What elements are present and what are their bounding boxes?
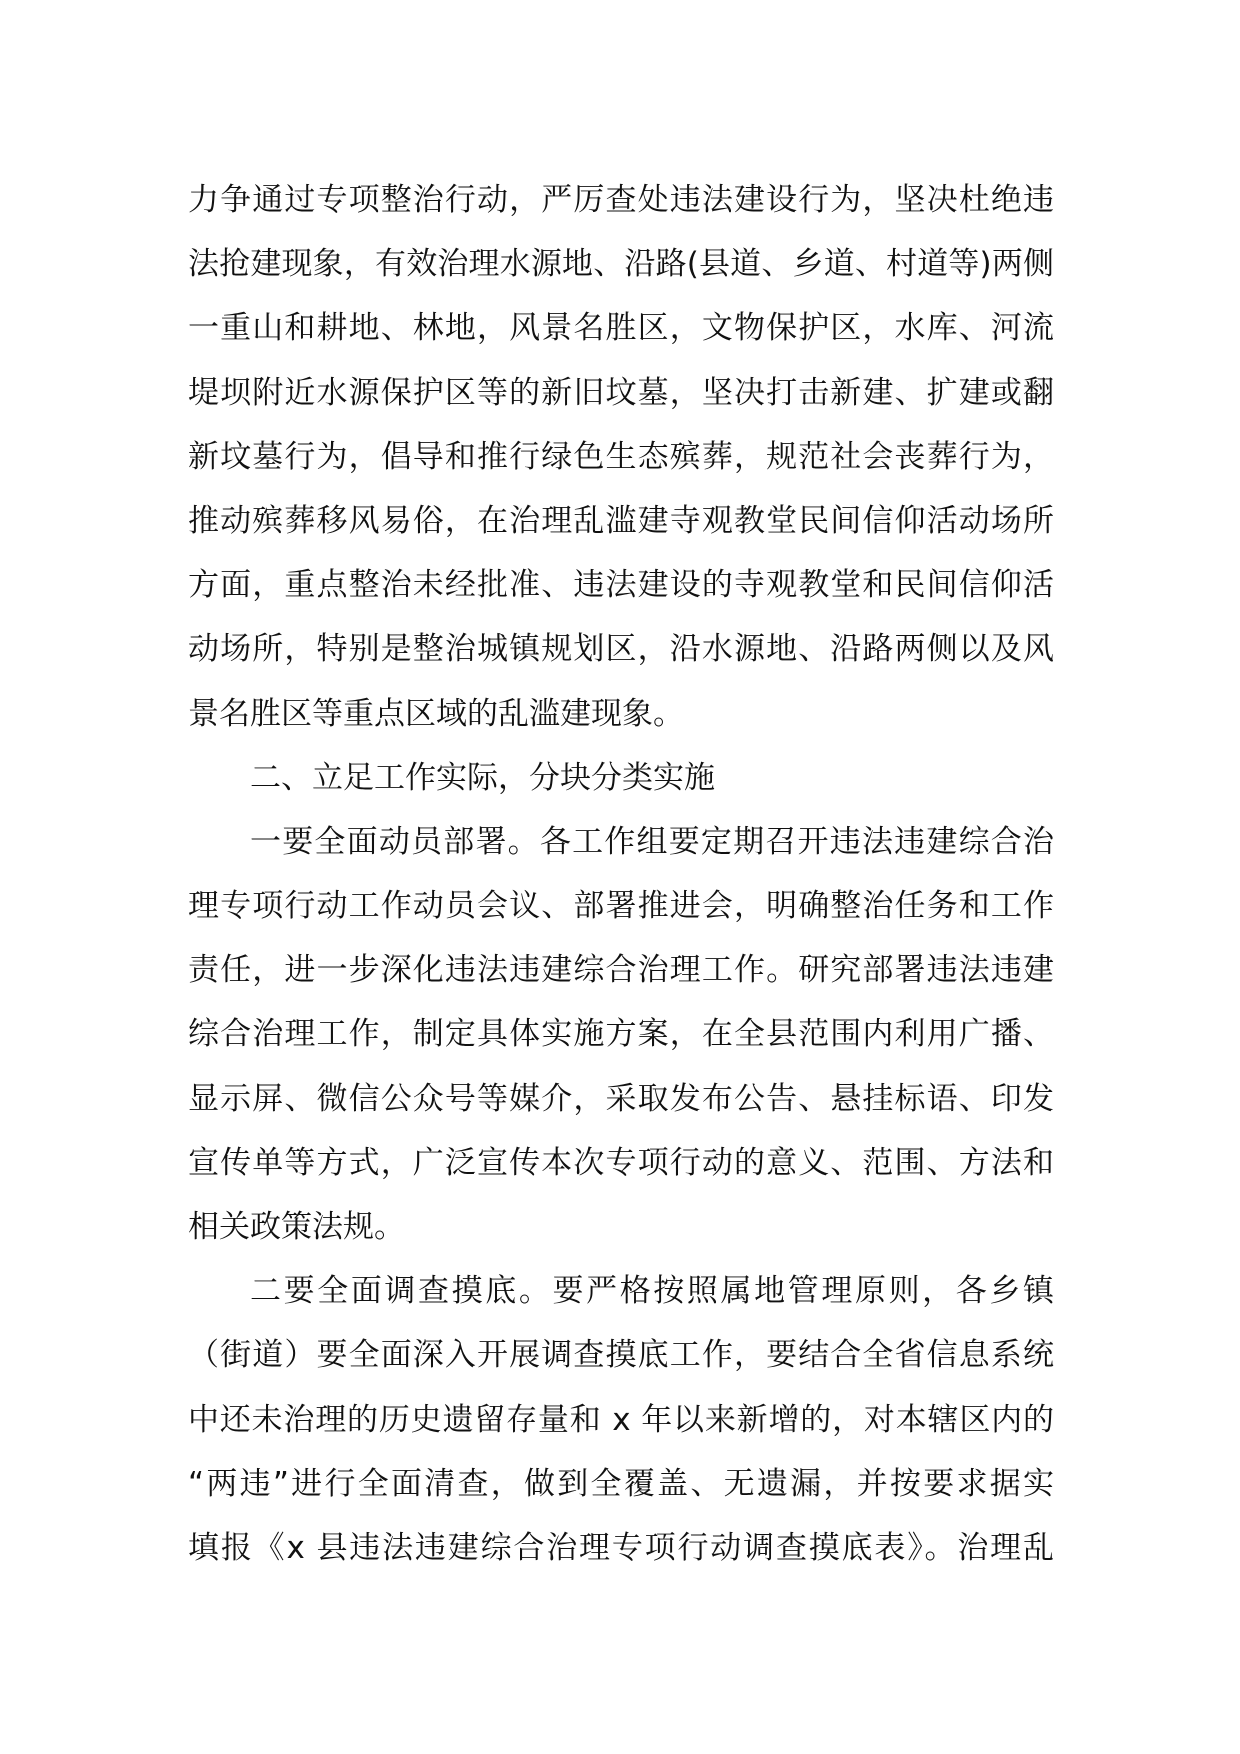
text-line: 推动殡葬移风易俗，在治理乱滥建寺观教堂民间信仰活动场所 [188,502,1054,539]
text-line: 二要全面调查摸底。要严格按照属地管理原则，各乡镇 [250,1273,1054,1310]
text-line: 动场所，特别是整治城镇规划区，沿水源地、沿路两侧以及风 [188,631,1054,668]
text-line: 相关政策法规。 [188,1209,405,1245]
section-heading [188,746,1054,810]
text-line: （街道）要全面深入开展调查摸底工作，要结合全省信息系统 [188,1337,1054,1374]
body-text [188,168,1054,1580]
paragraph-scope-of-rectification [188,168,1054,746]
text-line: 堤坝附近水源保护区等的新旧坟墓，坚决打击新建、扩建或翻 [188,374,1054,411]
text-line: “两违”进行全面清查，做到全覆盖、无遗漏，并按要求据实 [188,1465,1054,1502]
text-line: 新坟墓行为，倡导和推行绿色生态殡葬，规范社会丧葬行为， [188,438,1054,475]
text-line: 力争通过专项整治行动，严厉查处违法建设行为，坚决杜绝违 [188,182,1054,218]
text-line: 中还未治理的历史遗留存量和 x 年以来新增的，对本辖区内的 [188,1401,1054,1438]
text-line: 综合治理工作，制定具体实施方案，在全县范围内利用广播、 [188,1016,1054,1053]
text-line: 理专项行动工作动员会议、部署推进会，明确整治任务和工作 [188,888,1054,925]
text-line: 一重山和耕地、林地，风景名胜区，文物保护区，水库、河流 [188,310,1054,347]
text-line: 法抢建现象，有效治理水源地、沿路(县道、乡道、村道等)两侧 [188,246,1054,283]
heading-line: 二、立足工作实际，分块分类实施 [250,759,715,796]
text-line: 一要全面动员部署。各工作组要定期召开违法违建综合治 [250,823,1054,860]
text-line: 填报《x 县违法违建综合治理专项行动调查摸底表》。治理乱 [188,1529,1054,1566]
paragraph-mobilization [188,810,1054,1259]
paragraph-investigation [188,1259,1054,1580]
text-line: 显示屏、微信公众号等媒介，采取发布公告、悬挂标语、印发 [188,1080,1054,1117]
text-line: 方面，重点整治未经批准、违法建设的寺观教堂和民间信仰活 [188,567,1054,604]
text-line: 责任，进一步深化违法违建综合治理工作。研究部署违法违建 [188,952,1054,989]
text-line: 宣传单等方式，广泛宣传本次专项行动的意义、范围、方法和 [188,1144,1054,1181]
text-line: 景名胜区等重点区域的乱滥建现象。 [188,695,684,732]
